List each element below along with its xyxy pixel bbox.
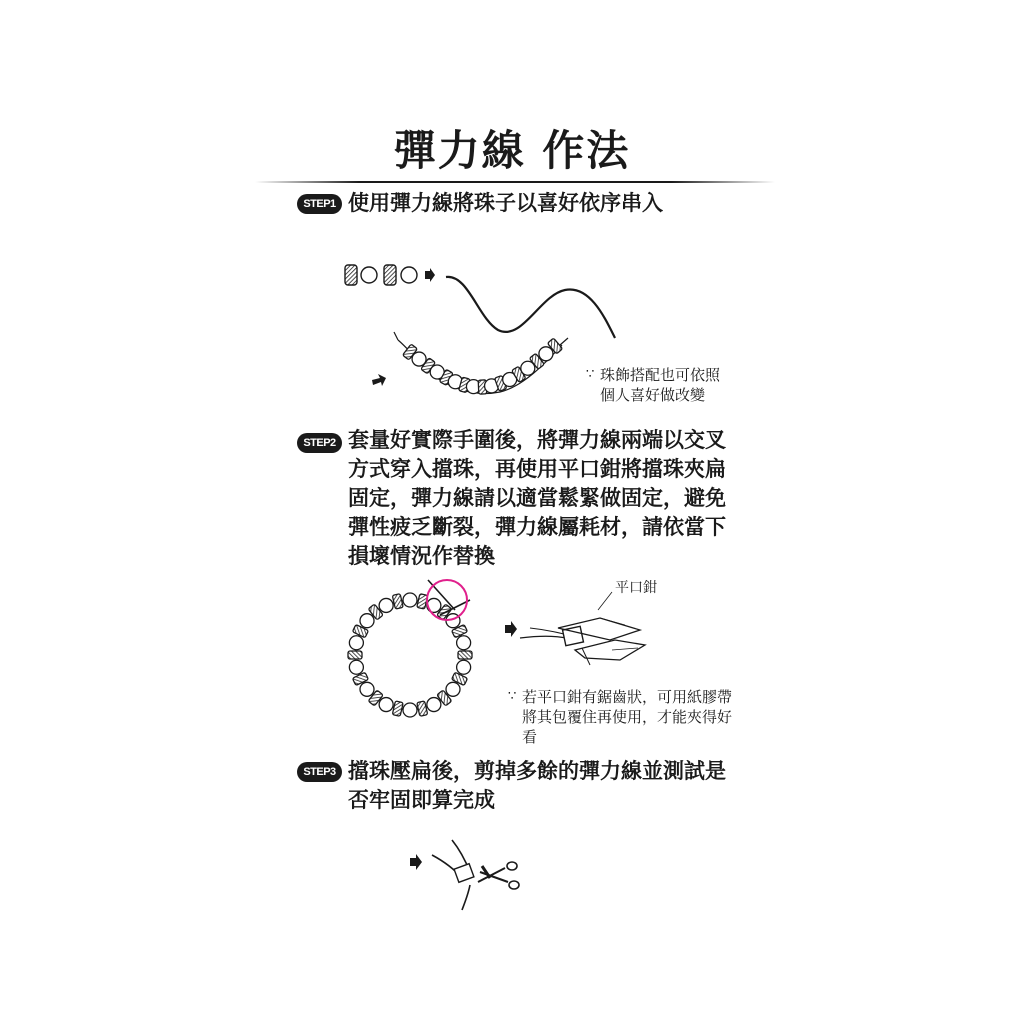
spacer-bead (345, 265, 357, 285)
page-title: 彈力線 作法 (393, 126, 631, 175)
note-mark: ∵ (508, 689, 517, 704)
round-bead (379, 598, 393, 612)
spacer-bead (392, 701, 403, 716)
step2-line: 損壞情況作替換 (348, 544, 495, 568)
spacer-bead (348, 651, 362, 659)
round-bead (360, 682, 374, 696)
round-bead (403, 703, 417, 717)
round-bead (401, 267, 417, 283)
round-bead (349, 636, 363, 650)
step3-line: 否牢固即算完成 (348, 788, 495, 812)
small-arrow-icon (372, 374, 386, 386)
plier-illustration (520, 592, 645, 665)
round-bead (446, 682, 460, 696)
elastic-cord (446, 277, 615, 338)
round-bead (361, 267, 377, 283)
note-line: 珠飾搭配也可依照 (600, 366, 721, 384)
step3-badge: STEP3 (297, 762, 342, 782)
step2-badge: STEP2 (297, 433, 342, 453)
round-bead (427, 698, 441, 712)
step1-strung-beads-illustration (372, 332, 568, 394)
note-line: 看 (522, 728, 538, 746)
note-mark: ∵ (586, 367, 595, 382)
cord-end (394, 332, 568, 345)
round-bead (457, 636, 471, 650)
step2-line: 套量好實際手圍後，將彈力線兩端以交叉 (348, 428, 726, 452)
round-bead (403, 593, 417, 607)
step3-line: 擋珠壓扁後，剪掉多餘的彈力線並測試是 (348, 759, 726, 783)
small-arrow-icon (505, 621, 517, 637)
spacer-bead (392, 594, 403, 609)
note-line: 將其包覆住再使用，才能夾得好 (522, 708, 733, 726)
step2-line: 彈性疲乏斷裂，彈力線屬耗材，請依當下 (348, 515, 726, 539)
round-bead (349, 660, 363, 674)
round-bead (539, 347, 553, 361)
scissors-icon (478, 862, 519, 889)
note-line: 個人喜好做改變 (600, 386, 706, 404)
step2-line: 方式穿入擋珠，再使用平口鉗將擋珠夾扁 (348, 457, 726, 481)
step2-line: 固定，彈力線請以適當鬆緊做固定，避免 (348, 486, 726, 510)
note-line: 若平口鉗有鋸齒狀，可用紙膠帶 (522, 688, 733, 706)
small-arrow-icon (425, 268, 435, 282)
spacer-bead (458, 651, 472, 659)
step1-line: 使用彈力線將珠子以喜好依序串入 (348, 191, 663, 215)
step1-loose-beads-illustration (345, 265, 615, 338)
step1-badge: STEP1 (297, 194, 342, 214)
small-arrow-icon (410, 854, 422, 870)
step2-bracelet-illustration (348, 580, 517, 717)
spacer-bead (417, 701, 428, 716)
round-bead (379, 698, 393, 712)
round-bead (457, 660, 471, 674)
step3-cutting-illustration (410, 840, 519, 910)
spacer-bead (384, 265, 396, 285)
plier-label: 平口鉗 (615, 580, 657, 596)
round-bead (360, 614, 374, 628)
